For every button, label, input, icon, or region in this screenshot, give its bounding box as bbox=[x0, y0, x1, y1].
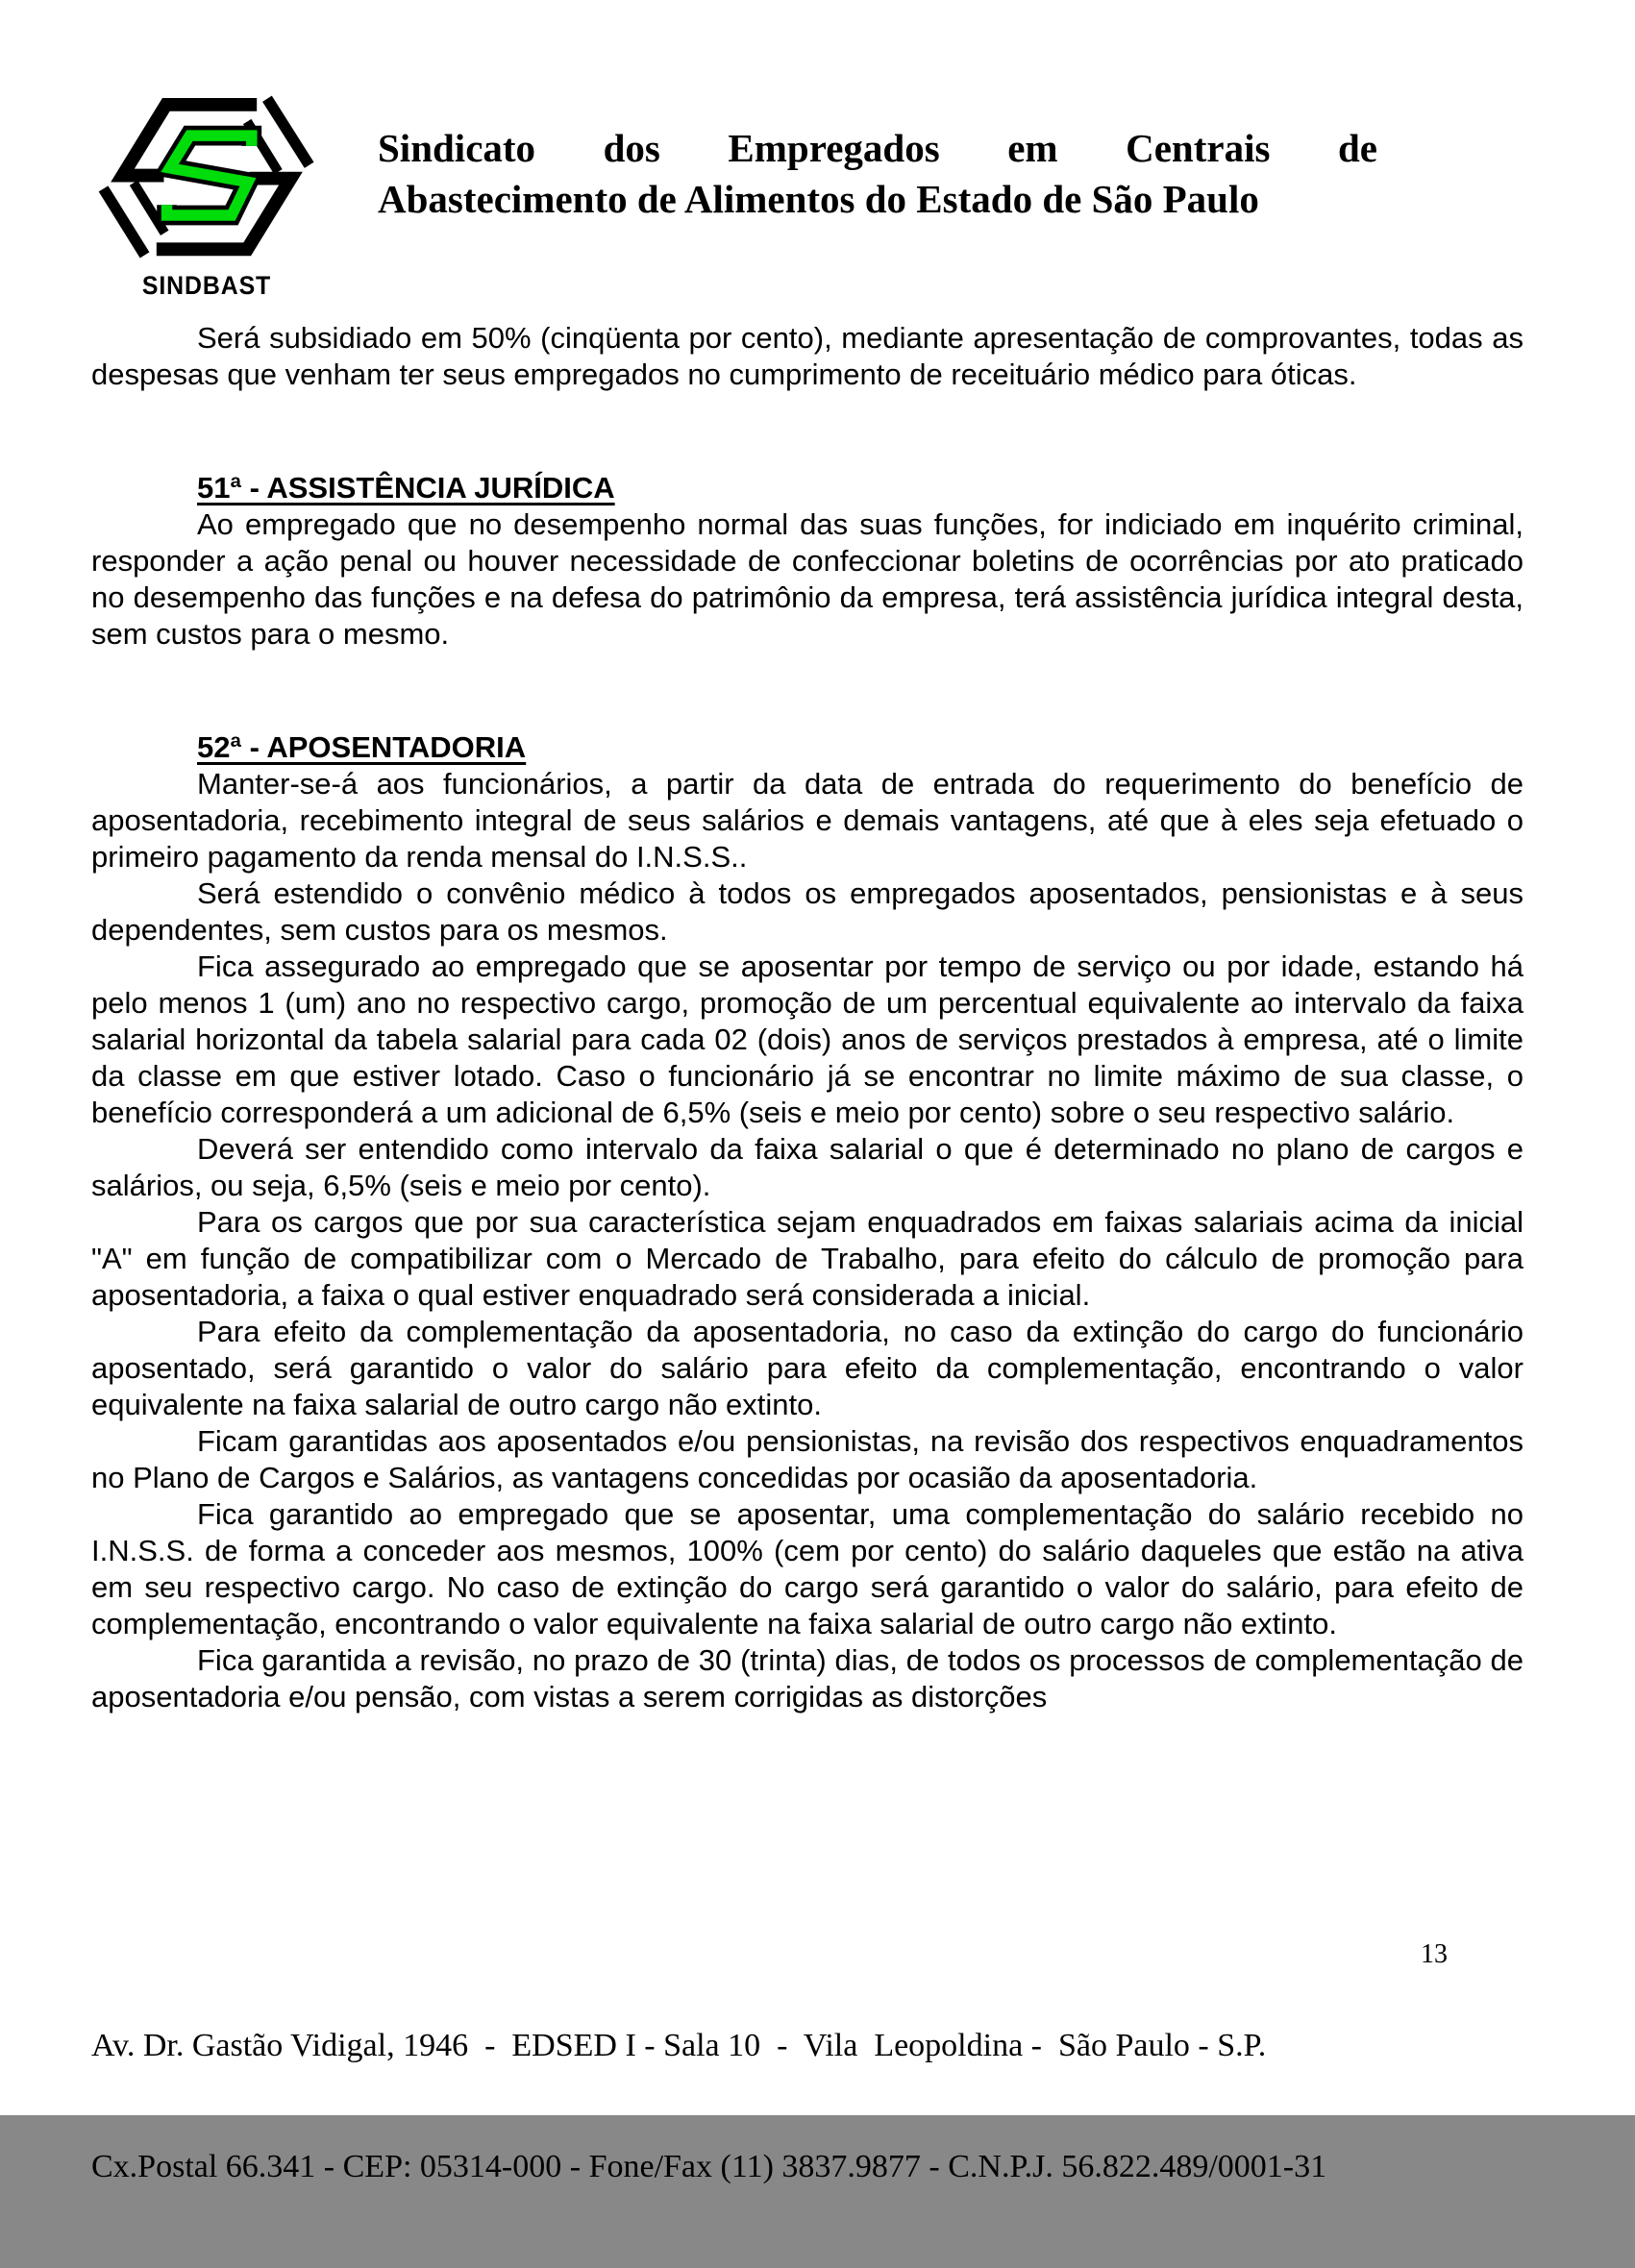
paragraph-retirement-3: Fica assegurado ao empregado que se aposentar por tempo de serviço ou por idade, estando há pelo menos 1 (um) ano no respectivo cargo, promoção de um percentual equivalente ao intervalo da faixa salarial horizontal da tabela salarial para cada 02 (dois) anos de serviços prestados à empresa, até o limite da classe em que estiver lotado. Caso o funcionário já se encontrar no limite máximo de sua classe, o benefício corresponderá a um adicional de 6,5% (seis e meio por cento) sobre o seu respectivo salário. bbox=[91, 949, 1524, 1129]
paragraph-retirement-5: Para os cargos que por sua característica sejam enquadrados em faixas salariais acima da inicial "A" em função de compatibilizar com o Mercado de Trabalho, para efeito do cálculo de promoção para aposentadoria, a faixa o qual estiver enquadrado será considerada a inicial. bbox=[91, 1205, 1524, 1312]
footer-address-line1: Av. Dr. Gastão Vidigal, 1946 - EDSED I - Sala 10 - Vila Leopoldina - São Paulo - S.P. bbox=[91, 2028, 1267, 2063]
paragraph-retirement-8: Fica garantido ao empregado que se aposentar, uma complementação do salário recebido no I.N.S.S. de forma a conceder aos mesmos, 100% (cem por cento) do salário daqueles que estão na ativa em seu respectivo cargo. No caso de extinção do cargo será garantido o valor do salário, para efeito de complementação, encontrando o valor equivalente na faixa salarial de outro cargo não extinto. bbox=[91, 1497, 1524, 1640]
footer-address-line2: Cx.Postal 66.341 - CEP: 05314-000 - Fone/Fax (11) 3837.9877 - C.N.P.J. 56.822.489/0001-31 bbox=[91, 2149, 1327, 2184]
paragraph-retirement-7: Ficam garantidas aos aposentados e/ou pensionistas, na revisão dos respectivos enquadramentos no Plano de Cargos e Salários, as vantagens concedidas por ocasião da aposentadoria. bbox=[91, 1424, 1524, 1494]
org-title bbox=[378, 123, 1377, 225]
paragraph-subsidy: Será subsidiado em 50% (cinqüenta por cento), mediante apresentação de comprovantes, todas as despesas que venham ter seus empregados no cumprimento de receituário médico para óticas. bbox=[91, 321, 1524, 391]
document-body bbox=[91, 320, 1524, 1715]
org-title-line2: Abastecimento de Alimentos do Estado de São Paulo bbox=[378, 177, 1259, 221]
section-heading-52-label: 52ª - APOSENTADORIA bbox=[197, 730, 527, 764]
paragraph-retirement-2: Será estendido o convênio médico à todos os empregados aposentados, pensionistas e à seus dependentes, sem custos para os mesmos. bbox=[91, 876, 1524, 947]
section-heading-51-label: 51ª - ASSISTÊNCIA JURÍDICA bbox=[197, 471, 615, 505]
paragraph-retirement-9: Fica garantida a revisão, no prazo de 30 (trinta) dias, de todos os processos de complementação de aposentadoria e/ou pensão, com vistas a serem corrigidas as distorções bbox=[91, 1643, 1524, 1713]
logo-acronym: SINDBAST bbox=[141, 271, 272, 300]
sindbast-logo bbox=[94, 88, 319, 301]
paragraph-legal-assistance: Ao empregado que no desempenho normal das suas funções, for indiciado em inquérito criminal, responder a ação penal ou houver necessidade de confeccionar boletins de ocorrências por ato praticado no desempenho das funções e na defesa do patrimônio da empresa, terá assistência jurídica integral desta, sem custos para o mesmo. bbox=[91, 507, 1524, 651]
footer bbox=[91, 1945, 1437, 2268]
paragraph-retirement-6: Para efeito da complementação da aposentadoria, no caso da extinção do cargo do funcionário aposentado, será garantido o valor do salário para efeito da complementação, encontrando o valor equivalente na faixa salarial de outro cargo não extinto. bbox=[91, 1315, 1524, 1421]
paragraph-retirement-1: Manter-se-á aos funcionários, a partir da data de entrada do requerimento do benefício de aposentadoria, recebimento integral de seus salários e demais vantagens, até que à eles seja efetuado o primeiro pagamento da renda mensal do I.N.S.S.. bbox=[91, 767, 1524, 874]
org-title-line1: Sindicato dos Empregados em Centrais de bbox=[378, 126, 1377, 170]
page-number: 13 bbox=[1421, 1939, 1448, 1969]
paragraph-retirement-4: Deverá ser entendido como intervalo da faixa salarial o que é determinado no plano de cargos e salários, ou seja, 6,5% (seis e meio por cento). bbox=[91, 1132, 1524, 1202]
section-heading-51 bbox=[197, 470, 1524, 506]
hexagon-s-logo-icon bbox=[94, 88, 319, 269]
section-heading-52 bbox=[197, 729, 1524, 766]
